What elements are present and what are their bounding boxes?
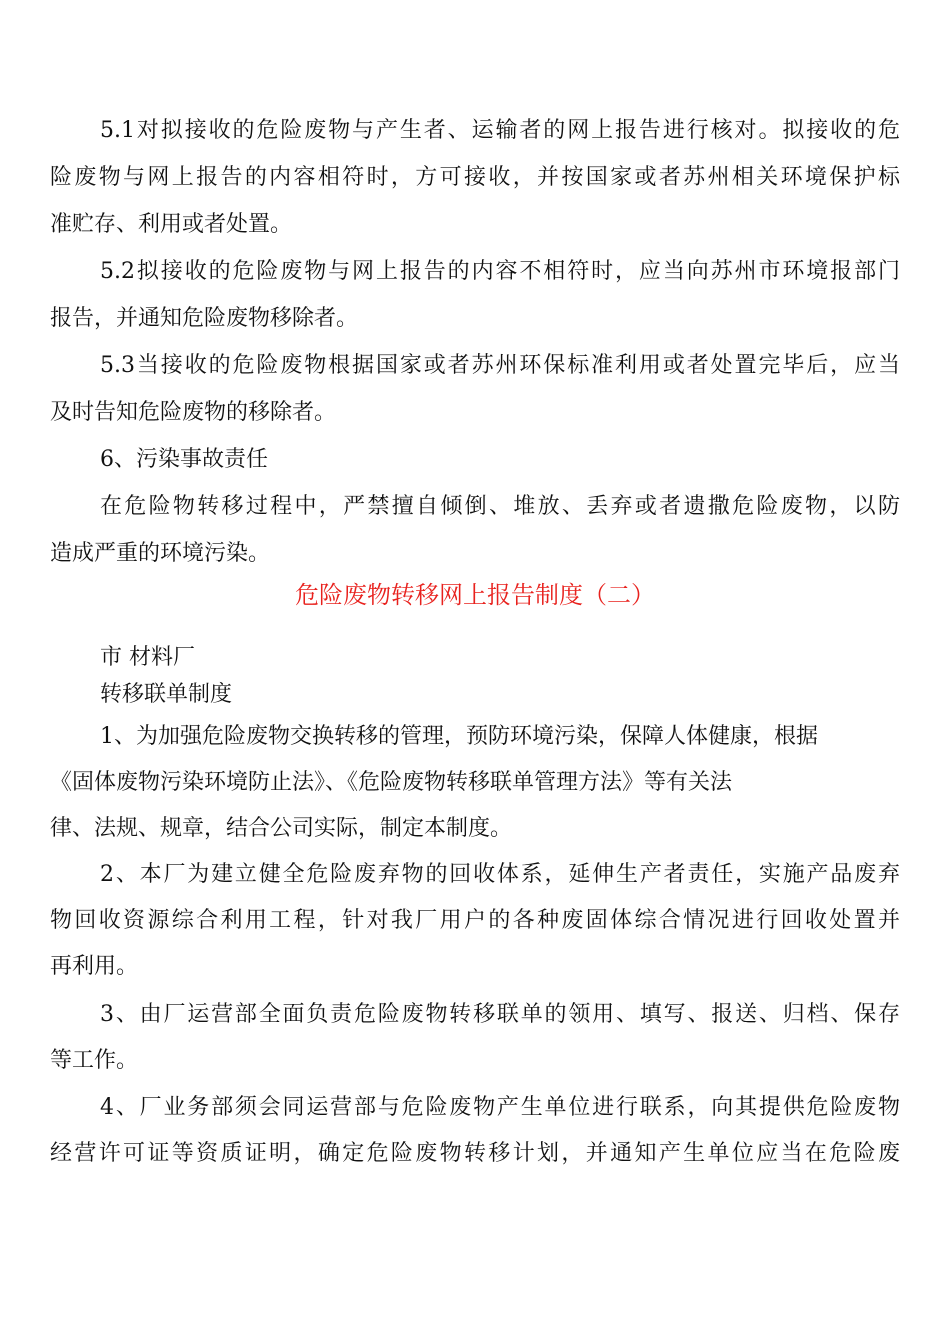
- org-line: 市 材料厂: [100, 645, 195, 670]
- sub-title: 转移联单制度: [100, 682, 233, 707]
- paragraph-6-line-1: 在危险物转移过程中，严禁擅自倾倒、堆放、丢弃或者遗撒危险废物，以防: [100, 494, 900, 519]
- paragraph-3-line-2: 等工作。: [50, 1048, 139, 1073]
- paragraph-5-2-line-1: 5.2拟接收的危险废物与网上报告的内容不相符时，应当向苏州市环境报部门: [100, 259, 900, 284]
- paragraph-1-line-1: 1、为加强危险废物交换转移的管理，预防环境污染，保障人体健康，根据: [100, 724, 818, 749]
- paragraph-4-line-2: 经营许可证等资质证明，确定危险废物转移计划，并通知产生单位应当在危险废: [50, 1141, 900, 1166]
- paragraph-6-line-2: 造成严重的环境污染。: [50, 541, 271, 566]
- paragraph-3-line-1: 3、由厂运营部全面负责危险废物转移联单的领用、填写、报送、归档、保存: [100, 1002, 900, 1027]
- paragraph-2-line-1: 2、本厂为建立健全危险废弃物的回收体系，延伸生产者责任，实施产品废弃: [100, 862, 900, 887]
- paragraph-2-line-3: 再利用。: [50, 954, 139, 979]
- paragraph-5-1-line-1: 5.1对拟接收的危险废物与产生者、运输者的网上报告进行核对。拟接收的危: [100, 118, 900, 143]
- paragraph-1-line-2: 《固体废物污染环境防止法》、《危险废物转移联单管理方法》等有关法: [50, 770, 733, 795]
- paragraph-5-2-line-2: 报告，并通知危险废物移除者。: [50, 306, 359, 331]
- paragraph-1-line-3: 律、法规、规章，结合公司实际，制定本制度。: [50, 816, 513, 841]
- document-title: 危险废物转移网上报告制度（二）: [295, 581, 655, 609]
- paragraph-4-line-1: 4、厂业务部须会同运营部与危险废物产生单位进行联系，向其提供危险废物: [100, 1095, 900, 1120]
- paragraph-5-1-line-3: 准贮存、利用或者处置。: [50, 212, 293, 237]
- paragraph-5-1-line-2: 险废物与网上报告的内容相符时，方可接收，并按国家或者苏州相关环境保护标: [50, 165, 900, 190]
- paragraph-5-3-line-1: 5.3当接收的危险废物根据国家或者苏州环保标准利用或者处置完毕后，应当: [100, 353, 900, 378]
- heading-6: 6、污染事故责任: [100, 447, 268, 472]
- paragraph-5-3-line-2: 及时告知危险废物的移除者。: [50, 400, 337, 425]
- paragraph-2-line-2: 物回收资源综合利用工程，针对我厂用户的各种废固体综合情况进行回收处置并: [50, 908, 900, 933]
